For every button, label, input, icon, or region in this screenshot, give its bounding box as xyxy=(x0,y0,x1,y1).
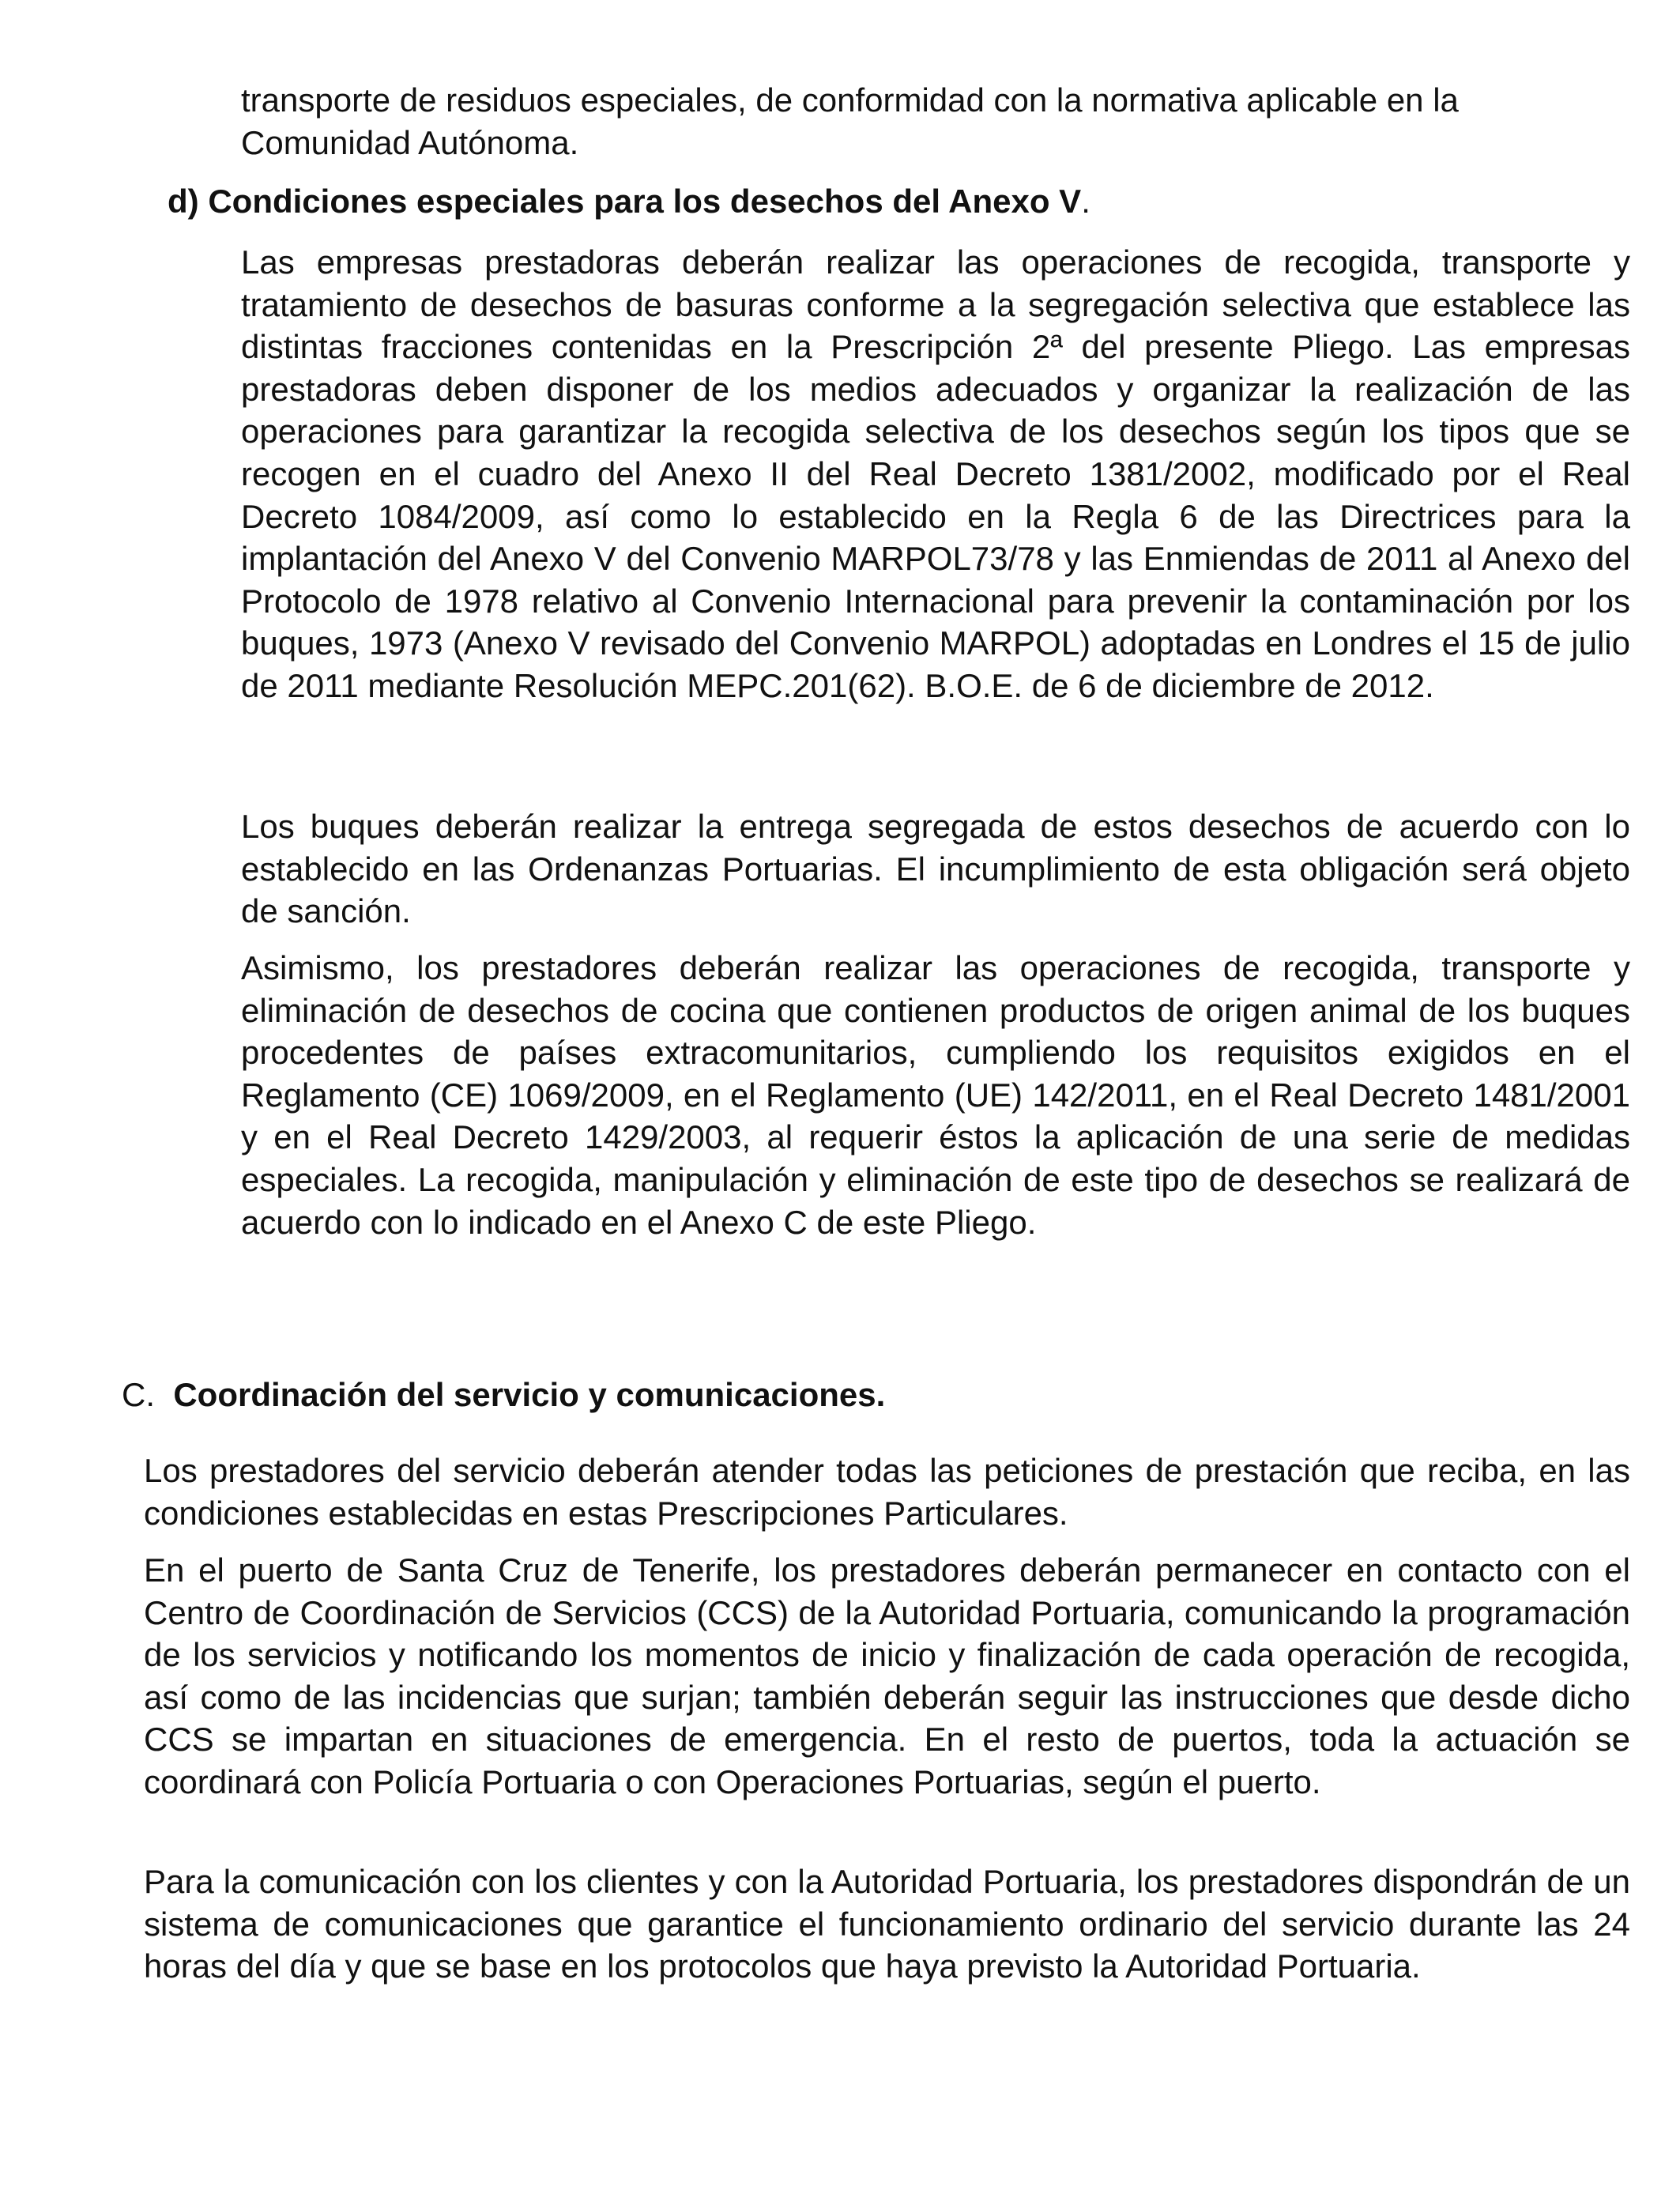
subsection-d-title: Condiciones especiales para los desechos del Anexo V xyxy=(208,183,1082,220)
subsection-d-paragraph-2: Los buques deberán realizar la entrega segregada de estos desechos de acuerdo con lo establecido en las Ordenanzas Portuarias. El incumplimiento de esta obligación será objeto de sanción. xyxy=(241,808,1630,930)
section-c-paragraph-3: Para la comunicación con los clientes y con la Autoridad Portuaria, los prestadores dispondrán de un sistema de comunicaciones que garantice el funcionamiento ordinario del servicio durante las 24 horas del día y que se base en los protocolos que haya previsto la Autoridad Portuaria. xyxy=(144,1863,1630,1985)
section-c-title: Coordinación del servicio y comunicaciones. xyxy=(173,1376,886,1413)
section-c-paragraph-1: Los prestadores del servicio deberán atender todas las peticiones de prestación que reciba, en las condiciones establecidas en estas Prescripciones Particulares. xyxy=(144,1452,1630,1532)
subsection-d-paragraph-3: Asimismo, los prestadores deberán realizar las operaciones de recogida, transporte y eliminación de desechos de cocina que contienen productos de origen animal de los buques procedentes de países extracomunitarios, cumpliendo los requisitos exigidos en el Reglamento (CE) 1069/2009, en el Reglamento (UE) 142/2011, en el Real Decreto 1481/2001 y en el Real Decreto 1429/2003, al requerir éstos la aplicación de una serie de medidas especiales. La recogida, manipulación y eliminación de este tipo de desechos se realizará de acuerdo con lo indicado en el Anexo C de este Pliego. xyxy=(241,949,1630,1241)
section-c-paragraph-2: En el puerto de Santa Cruz de Tenerife, los prestadores deberán permanecer en contacto con el Centro de Coordinación de Servicios (CCS) de la Autoridad Portuaria, comunicando la programación de los servicios y notificando los momentos de inicio y finalización de cada operación de recogida, así como de las incidencias que surjan; también deberán seguir las instrucciones que desde dicho CCS se impartan en situaciones de emergencia. En el resto de puertos, toda la actuación se coordinará con Policía Portuaria o con Operaciones Portuarias, según el puerto. xyxy=(144,1551,1630,1800)
subsection-d-heading xyxy=(168,180,1090,223)
subsection-d-marker: d) xyxy=(168,183,199,220)
subsection-d-paragraph-1: Las empresas prestadoras deberán realizar las operaciones de recogida, transporte y tratamiento de desechos de basuras conforme a la segregación selectiva que establece las distintas fracciones contenidas en la Prescripción 2ª del presente Pliego. Las empresas prestadoras deben disponer de los medios adecuados y organizar la realización de las operaciones para garantizar la recogida selectiva de los desechos según los tipos que se recogen en el cuadro del Anexo II del Real Decreto 1381/2002, modificado por el Real Decreto 1084/2009, así como lo establecido en la Regla 6 de las Directrices para la implantación del Anexo V del Convenio MARPOL73/78 y las Enmiendas de 2011 al Anexo del Protocolo de 1978 relativo al Convenio Internacional para prevenir la contaminación por los buques, 1973 (Anexo V revisado del Convenio MARPOL) adoptadas en Londres el 15 de julio de 2011 mediante Resolución MEPC.201(62). B.O.E. de 6 de diciembre de 2012. xyxy=(241,243,1630,704)
section-c-heading xyxy=(122,1374,885,1416)
section-c-marker: C. xyxy=(122,1376,155,1413)
subsection-d-title-period: . xyxy=(1081,183,1090,220)
continuation-paragraph: transporte de residuos especiales, de conformidad con la normativa aplicable en la Comunidad Autónoma. xyxy=(241,81,1459,161)
